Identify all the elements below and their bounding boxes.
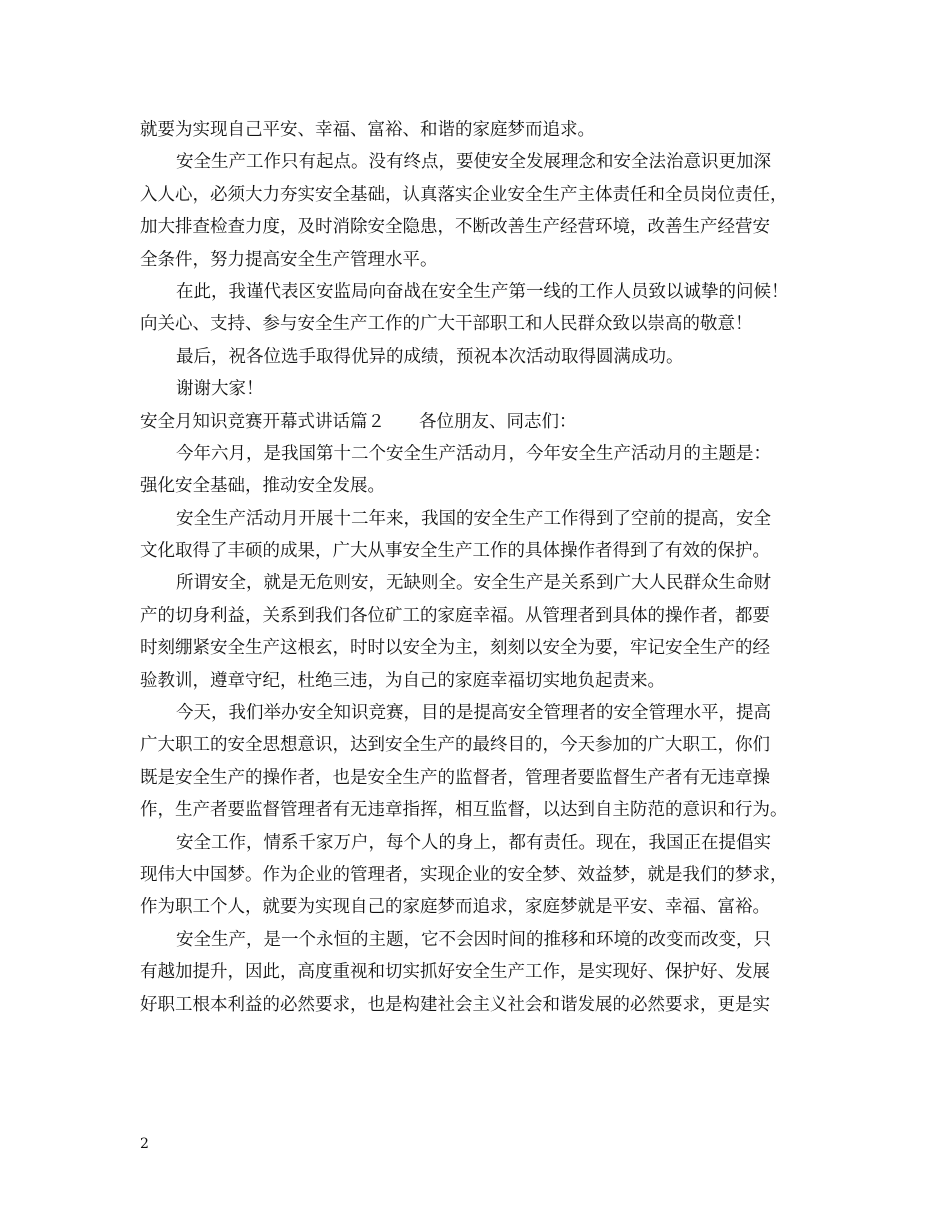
text-line: 安全生产活动月开展十二年来，我国的安全生产工作得到了空前的提高，安全 [176, 508, 771, 529]
text-line: 在此，我谨代表区安监局向奋战在安全生产第一线的工作人员致以诚挚的问候！ [176, 281, 789, 302]
document-body [140, 114, 820, 1021]
text-line: 谢谢大家！ [176, 379, 264, 400]
text-line: 作，生产者要监督管理者有无违章指挥，相互监督，以达到自主防范的意识和行为。 [140, 800, 788, 821]
text-line: 文化取得了丰硕的成果，广大从事安全生产工作的具体操作者得到了有效的保护。 [140, 541, 770, 562]
text-line: 所谓安全，就是无危则安，无缺则全。安全生产是关系到广大人民群众生命财 [176, 573, 771, 594]
text-line: 好职工根本利益的必然要求，也是构建社会主义社会和谐发展的必然要求，更是实 [140, 994, 770, 1015]
text-line: 强化安全基础，推动安全发展。 [140, 476, 385, 497]
text-line: 入人心，必须大力夯实安全基础，认真落实企业安全生产主体责任和全员岗位责任， [140, 184, 788, 205]
text-line: 今年六月，是我国第十二个安全生产活动月，今年安全生产活动月的主题是： [176, 443, 771, 464]
text-line: 有越加提升，因此，高度重视和切实抓好安全生产工作，是实现好、保护好、发展 [140, 962, 770, 983]
page-number: 2 [140, 1136, 149, 1152]
text-line: 加大排查检查力度，及时消除安全隐患，不断改善生产经营环境，改善生产经营安 [140, 217, 770, 238]
text-line: 时刻绷紧安全生产这根玄，时时以安全为主，刻刻以安全为要，牢记安全生产的经 [140, 638, 770, 659]
text-line: 验教训，遵章守纪，杜绝三违，为自己的家庭幸福切实地负起责来。 [140, 670, 665, 691]
text-line: 安全生产工作只有起点。没有终点，要使安全发展理念和安全法治意识更加深 [176, 152, 771, 173]
text-line: 现伟大中国梦。作为企业的管理者，实现企业的安全梦、效益梦，就是我们的梦求， [140, 864, 788, 885]
text-line: 安全工作，情系千家万户，每个人的身上，都有责任。现在，我国正在提倡实 [176, 832, 771, 853]
greeting: 各位朋友、同志们： [419, 411, 577, 432]
text-line: 就要为实现自己平安、幸福、富裕、和谐的家庭梦而追求。 [140, 120, 595, 140]
text-line: 既是安全生产的操作者，也是安全生产的监督者，管理者要监督生产者有无违章操 [140, 767, 770, 788]
text-line: 广大职工的安全思想意识，达到安全生产的最终目的，今天参加的广大职工，你们 [140, 735, 770, 756]
section-title: 安全月知识竞赛开幕式讲话篇２ [140, 411, 385, 432]
text-line: 向关心、支持、参与安全生产工作的广大干部职工和人民群众致以崇高的敬意！ [140, 314, 753, 335]
text-line: 安全生产，是一个永恒的主题，它不会因时间的推移和环境的改变而改变，只 [176, 929, 771, 950]
section-heading-line [140, 406, 820, 438]
text-line: 产的切身利益，关系到我们各位矿工的家庭幸福。从管理者到具体的操作者，都要 [140, 605, 770, 626]
text-line: 全条件，努力提高安全生产管理水平。 [140, 249, 438, 270]
text-line: 最后，祝各位选手取得优异的成绩，预祝本次活动取得圆满成功。 [176, 346, 684, 367]
text-line: 作为职工个人，就要为实现自己的家庭梦而追求，家庭梦就是平安、幸福、富裕。 [140, 897, 770, 918]
text-line: 今天，我们举办安全知识竞赛，目的是提高安全管理者的安全管理水平，提高 [176, 703, 771, 724]
